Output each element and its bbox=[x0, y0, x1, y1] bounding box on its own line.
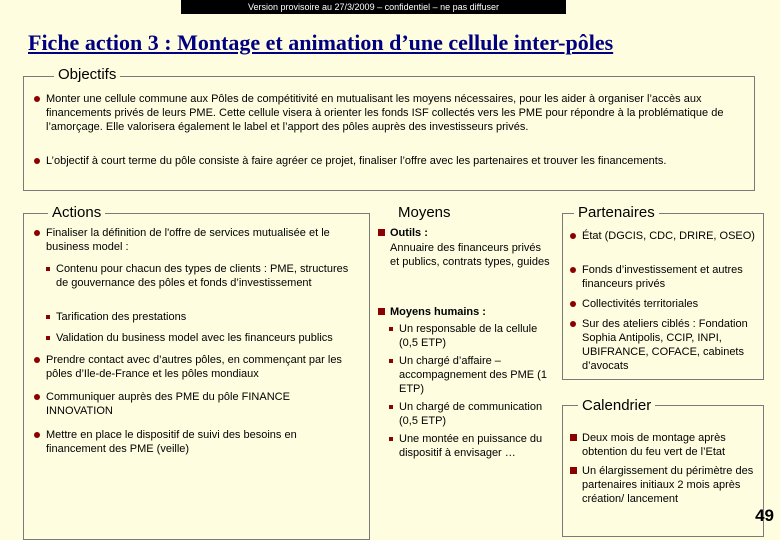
action-item-3: Communiquer auprès des PME du pôle FINANCE INNOVATION bbox=[34, 390, 334, 418]
bullet-icon bbox=[570, 301, 576, 307]
sub-bullet-icon bbox=[389, 359, 393, 363]
bullet-icon bbox=[570, 267, 576, 273]
partenaires-label: Partenaires bbox=[574, 204, 659, 221]
moyens-humain-4: Une montée en puissance du dispositif à envisager … bbox=[389, 432, 555, 460]
bullet-icon bbox=[570, 434, 577, 441]
bullet-icon bbox=[378, 308, 385, 315]
sub-bullet-icon bbox=[389, 327, 393, 331]
action-subitem-2: Tarification des prestations bbox=[46, 310, 362, 324]
action-subitem-1: Contenu pour chacun des types de clients : PME, structures de gouvernance des pôles et fonds d’investissement bbox=[46, 262, 362, 290]
bullet-icon bbox=[34, 394, 40, 400]
page-number: 49 bbox=[755, 506, 774, 525]
moyens-label: Moyens bbox=[394, 204, 455, 221]
moyens-outils-text: Annuaire des financeurs privés et publics, contrats types, guides bbox=[390, 242, 550, 268]
partenaire-1: État (DGCIS, CDC, DRIRE, OSEO) bbox=[570, 229, 765, 243]
action-item-2: Prendre contact avec d’autres pôles, en commençant par les pôles d’Ile-de-France et les pôles mondiaux bbox=[34, 353, 364, 381]
moyens-outils: Outils : bbox=[378, 226, 556, 240]
bullet-icon bbox=[570, 467, 577, 474]
sub-bullet-icon bbox=[46, 267, 50, 271]
calendrier-label: Calendrier bbox=[578, 397, 655, 414]
bullet-icon bbox=[34, 230, 40, 236]
sub-bullet-icon bbox=[46, 336, 50, 340]
moyens-humain-1: Un responsable de la cellule (0,5 ETP) bbox=[389, 322, 555, 350]
objectif-item-2: L’objectif à court terme du pôle consiste à faire agréer ce projet, finaliser l’offre avec les partenaires et trouver les financements. bbox=[34, 154, 750, 168]
bullet-icon bbox=[34, 96, 40, 102]
objectif-item-1: Monter une cellule commune aux Pôles de compétitivité en mutualisant les moyens nécessaires, pour les aider à organiser l’accès aux financements privés de leurs PME. Cette cellule visera à orienter les fonds ISF collectés vers les PME pour répondre à la problématique de l’amorçage. Elle valorisera également le label et l’apport des pôles auprès des investisseurs privés. bbox=[34, 92, 750, 134]
partenaire-4: Sur des ateliers ciblés : Fondation Sophia Antipolis, CCIP, INPI, UBIFRANCE, COFACE, cabinets d’avocats bbox=[570, 317, 760, 373]
partenaire-3: Collectivités territoriales bbox=[570, 297, 765, 311]
sub-bullet-icon bbox=[46, 315, 50, 319]
actions-label: Actions bbox=[48, 204, 105, 221]
partenaire-2: Fonds d’investissement et autres financeurs privés bbox=[570, 263, 768, 291]
action-subitem-3: Validation du business model avec les financeurs publics bbox=[46, 331, 366, 345]
moyens-humains: Moyens humains : bbox=[378, 305, 556, 319]
bullet-icon bbox=[570, 233, 576, 239]
moyens-humain-2: Un chargé d’affaire – accompagnement des PME (1 ETP) bbox=[389, 354, 555, 396]
bullet-icon bbox=[34, 357, 40, 363]
bullet-icon bbox=[570, 321, 576, 327]
sub-bullet-icon bbox=[389, 405, 393, 409]
bullet-icon bbox=[34, 158, 40, 164]
objectifs-label: Objectifs bbox=[54, 66, 120, 83]
sub-bullet-icon bbox=[389, 437, 393, 441]
bullet-icon bbox=[378, 229, 385, 236]
page-title: Fiche action 3 : Montage et animation d’une cellule inter-pôles bbox=[28, 30, 614, 55]
calendrier-item-2: Un élargissement du périmètre des partenaires initiaux 2 mois après création/ lancement bbox=[570, 464, 760, 506]
action-item-1: Finaliser la définition de l'offre de services mutualisée et le business model : bbox=[34, 226, 364, 254]
bullet-icon bbox=[34, 432, 40, 438]
moyens-humain-3: Un chargé de communication (0,5 ETP) bbox=[389, 400, 555, 428]
confidential-banner: Version provisoire au 27/3/2009 – confidentiel – ne pas diffuser bbox=[181, 0, 566, 14]
calendrier-item-1: Deux mois de montage après obtention du feu vert de l’Etat bbox=[570, 431, 760, 459]
action-item-4: Mettre en place le dispositif de suivi des besoins en financement des PME (veille) bbox=[34, 428, 334, 456]
